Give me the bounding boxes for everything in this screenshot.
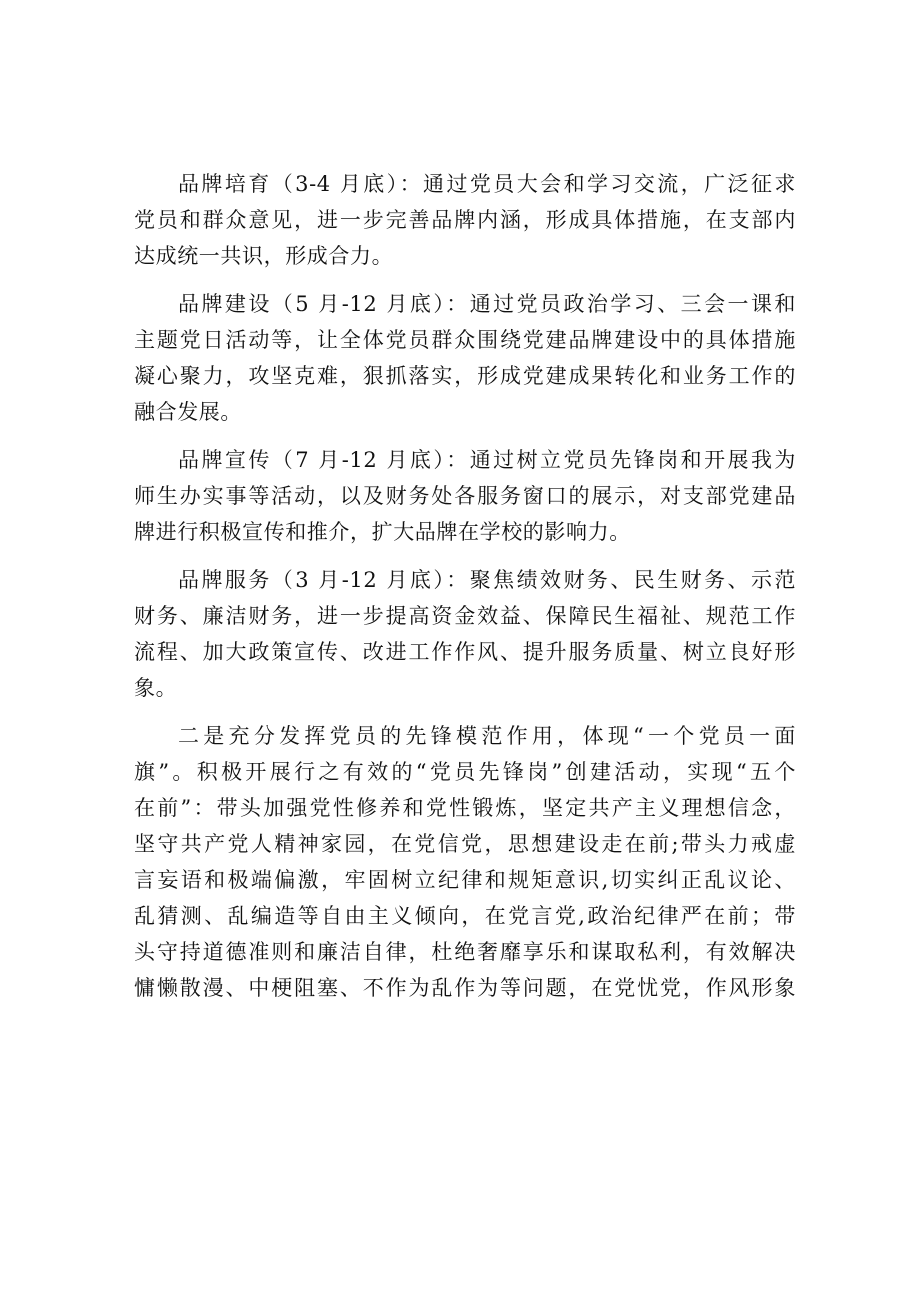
paragraph-spacer	[134, 550, 796, 562]
text-line: 坚守共产党人精神家园，在党信党，思想建设走在前;带头力戒虚	[134, 832, 796, 856]
text-line: 主题党日活动等，让全体党员群众围绕党建品牌建设中的具体措施	[134, 328, 796, 352]
document-body	[134, 166, 796, 1006]
paragraph-spacer	[134, 706, 796, 718]
text-line: 财务、廉洁财务，进一步提高资金效益、保障民生福祉、规范工作	[134, 604, 796, 628]
paragraph-party-member-vanguard	[134, 718, 796, 1006]
text-line: 党员和群众意见，进一步完善品牌内涵，形成具体措施，在支部内	[134, 208, 796, 232]
text-line: 头守持道德准则和廉洁自律，杜绝奢靡享乐和谋取私利，有效解决	[134, 940, 796, 964]
paragraph-brand-building	[134, 286, 796, 430]
text-line: 二是充分发挥党员的先锋模范作用，体现“一个党员一面	[178, 724, 796, 748]
paragraph-spacer	[134, 274, 796, 286]
paragraph-brand-service	[134, 562, 796, 706]
paragraph-spacer	[134, 430, 796, 442]
paragraph-brand-cultivation	[134, 166, 796, 274]
text-line: 品牌培育（3-4 月底）：通过党员大会和学习交流，广泛征求	[178, 172, 796, 196]
text-line: 品牌建设（5 月-12 月底）：通过党员政治学习、三会一课和	[178, 292, 796, 316]
text-line: 品牌服务（3 月-12 月底）：聚焦绩效财务、民生财务、示范	[178, 568, 796, 592]
text-line: 融合发展。	[134, 400, 242, 424]
text-line: 言妄语和极端偏激，牢固树立纪律和规矩意识,切实纠正乱议论、	[134, 868, 796, 892]
paragraph-brand-publicity	[134, 442, 796, 550]
text-line: 品牌宣传（7 月-12 月底）：通过树立党员先锋岗和开展我为	[178, 448, 796, 472]
text-line: 象。	[134, 676, 178, 700]
text-line: 师生办实事等活动，以及财务处各服务窗口的展示，对支部党建品	[134, 484, 796, 508]
text-line: 牌进行积极宣传和推介，扩大品牌在学校的影响力。	[134, 520, 631, 544]
text-line: 达成统一共识，形成合力。	[134, 244, 394, 268]
text-line: 慵懒散漫、中梗阻塞、不作为乱作为等问题，在党忧党，作风形象	[134, 976, 796, 1000]
text-line: 在前”：带头加强党性修养和党性锻炼，坚定共产主义理想信念，	[134, 796, 796, 820]
text-line: 凝心聚力，攻坚克难，狠抓落实，形成党建成果转化和业务工作的	[134, 364, 796, 388]
text-line: 流程、加大政策宣传、改进工作作风、提升服务质量、树立良好形	[134, 640, 796, 664]
text-line: 乱猜测、乱编造等自由主义倾向，在党言党,政治纪律严在前；带	[134, 904, 796, 928]
text-line: 旗”。积极开展行之有效的“党员先锋岗”创建活动，实现“五个	[134, 760, 796, 784]
